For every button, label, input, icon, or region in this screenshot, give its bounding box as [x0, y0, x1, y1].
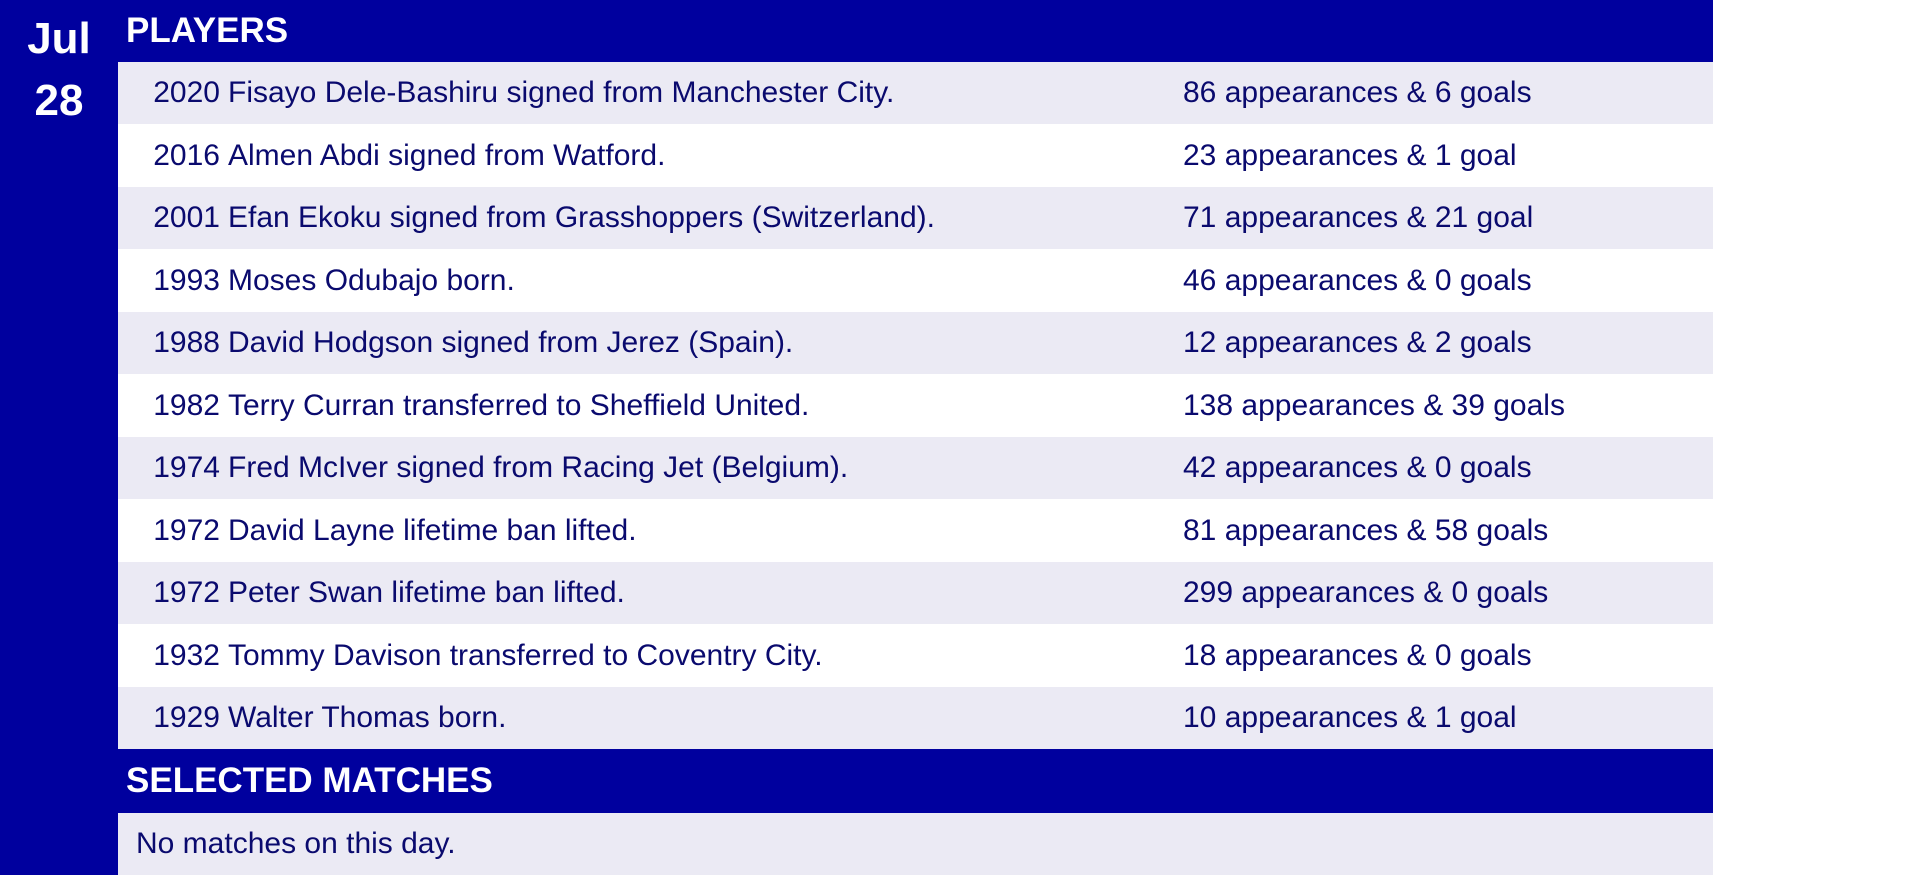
player-row — [118, 437, 1713, 500]
player-row-event: Fisayo Dele-Bashiru signed from Manchester City. — [228, 76, 895, 110]
player-row-event: Tommy Davison transferred to Coventry City. — [228, 638, 823, 672]
player-row-event: Walter Thomas born. — [228, 701, 507, 735]
player-row-stats: 46 appearances & 0 goals — [1183, 263, 1532, 297]
player-row — [118, 687, 1713, 750]
player-row-stats: 138 appearances & 39 goals — [1183, 388, 1565, 422]
players-heading: PLAYERS — [126, 10, 289, 50]
players-list — [118, 62, 1713, 750]
player-row-stats: 299 appearances & 0 goals — [1183, 576, 1549, 610]
player-row-stats: 10 appearances & 1 goal — [1183, 701, 1517, 735]
matches-heading: SELECTED MATCHES — [126, 761, 493, 801]
player-row — [118, 62, 1713, 125]
player-row-stats: 12 appearances & 2 goals — [1183, 326, 1532, 360]
player-row-event: David Hodgson signed from Jerez (Spain). — [228, 326, 794, 360]
player-row-event: Moses Odubajo born. — [228, 263, 515, 297]
player-row-year: 1932 — [153, 638, 220, 672]
player-row-year: 2016 — [153, 138, 220, 172]
player-row-event: David Layne lifetime ban lifted. — [228, 513, 637, 547]
player-row-year: 1929 — [153, 701, 220, 735]
player-row-year: 1993 — [153, 263, 220, 297]
player-row — [118, 312, 1713, 375]
player-row-year: 1972 — [153, 576, 220, 610]
no-matches-note: No matches on this day. — [118, 813, 1713, 875]
player-row-stats: 42 appearances & 0 goals — [1183, 451, 1532, 485]
player-row-event: Almen Abdi signed from Watford. — [228, 138, 666, 172]
player-row-year: 1982 — [153, 388, 220, 422]
player-row-year: 2020 — [153, 76, 220, 110]
player-row-event: Terry Curran transferred to Sheffield United. — [228, 388, 810, 422]
player-row — [118, 562, 1713, 625]
date-day: 28 — [34, 76, 84, 125]
date-month: Jul — [27, 14, 91, 63]
player-row-year: 1972 — [153, 513, 220, 547]
player-row-stats: 71 appearances & 21 goal — [1183, 201, 1534, 235]
player-row-year: 1974 — [153, 451, 220, 485]
player-row-stats: 86 appearances & 6 goals — [1183, 76, 1532, 110]
player-row-year: 2001 — [153, 201, 220, 235]
player-row-year: 1988 — [153, 326, 220, 360]
player-row-stats: 18 appearances & 0 goals — [1183, 638, 1532, 672]
player-row — [118, 249, 1713, 312]
player-row — [118, 187, 1713, 250]
player-row-stats: 23 appearances & 1 goal — [1183, 138, 1517, 172]
player-row — [118, 499, 1713, 562]
player-row — [118, 624, 1713, 687]
date-column — [0, 0, 118, 875]
content-area — [118, 0, 1713, 875]
player-row — [118, 124, 1713, 187]
player-row-stats: 81 appearances & 58 goals — [1183, 513, 1549, 547]
player-row — [118, 374, 1713, 437]
player-row-event: Peter Swan lifetime ban lifted. — [228, 576, 625, 610]
player-row-event: Fred McIver signed from Racing Jet (Belgium). — [228, 451, 849, 485]
player-row-event: Efan Ekoku signed from Grasshoppers (Switzerland). — [228, 201, 935, 235]
